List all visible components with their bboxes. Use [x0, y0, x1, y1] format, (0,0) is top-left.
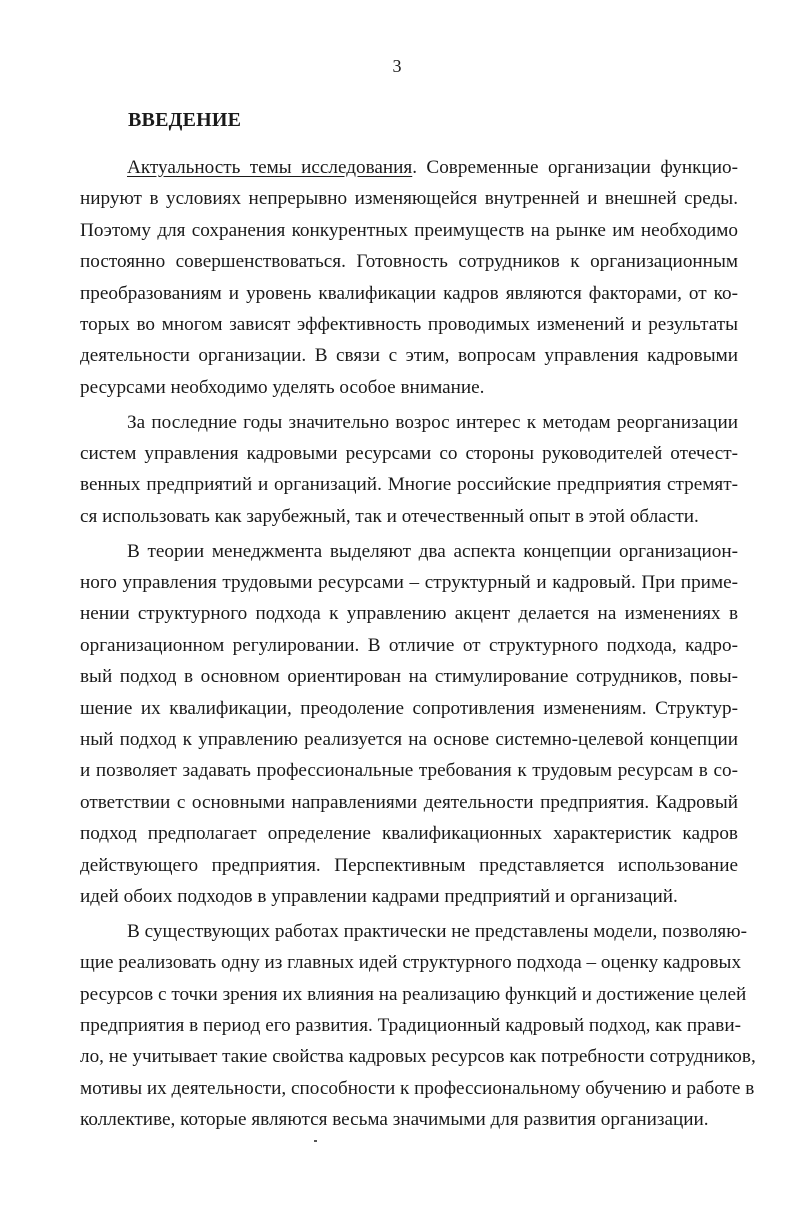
paragraph-line: ный подход к управлению реализуется на основе системно-целевой концепции: [80, 729, 738, 751]
paragraph-line: ного управления трудовыми ресурсами – структурный и кадровый. При приме-: [80, 572, 738, 594]
paragraph-line: ресурсов с точки зрения их влияния на реализацию функций и достижение целей: [80, 983, 747, 1005]
relevance-lead: Актуальность темы исследования: [127, 157, 413, 178]
paragraph-line: ся использовать как зарубежный, так и отечественный опыт в этой области.: [80, 505, 699, 527]
section-heading: ВВЕДЕНИЕ: [128, 109, 242, 131]
paragraph-theory: [80, 536, 738, 913]
paragraph-line: шение их квалификации, преодоление сопротивления изменениям. Структур-: [80, 697, 738, 719]
paragraph-line: ло, не учитывает такие свойства кадровых ресурсов как потребности сотрудников,: [80, 1046, 756, 1068]
paragraph-line: вый подход в основном ориентирован на стимулирование сотрудников, повы-: [80, 666, 738, 688]
paragraph-line: ресурсами необходимо уделять особое внимание.: [80, 376, 485, 398]
paragraph-line: постоянно совершенствоваться. Готовность сотрудников к организационным: [80, 251, 738, 273]
paragraph-line: щие реализовать одну из главных идей структурного подхода – оценку кадровых: [80, 952, 742, 974]
paragraph-line: организационном регулировании. В отличие от структурного подхода, кадро-: [80, 634, 738, 656]
paragraph-line: ответствии с основными направлениями деятельности предприятия. Кадровый: [80, 791, 738, 813]
scan-speck: [314, 1140, 317, 1142]
paragraph-line: [80, 152, 738, 183]
paragraph-interest: [80, 407, 738, 533]
paragraph-line: торых во многом зависят эффективность проводимых изменений и результаты: [80, 313, 738, 335]
paragraph-line: За последние годы значительно возрос интерес к методам реорганизации: [127, 411, 738, 433]
paragraph-line: коллективе, которые являются весьма значимыми для развития организации.: [80, 1109, 709, 1131]
paragraph-line: действующего предприятия. Перспективным представляется использование: [80, 854, 738, 876]
paragraph-line: мотивы их деятельности, способности к профессиональному обучению и работе в: [80, 1077, 755, 1099]
paragraph-line: нируют в условиях непрерывно изменяющейся внутренней и внешней среды.: [80, 188, 738, 210]
paragraph-models: [80, 916, 756, 1136]
paragraph-line: систем управления кадровыми ресурсами со стороны руководителей отечест-: [80, 443, 738, 465]
paragraph-line: подход предполагает определение квалификационных характеристик кадров: [80, 823, 738, 845]
paragraph-line: деятельности организации. В связи с этим, вопросам управления кадровыми: [80, 345, 738, 367]
paragraph-line: преобразованиям и уровень квалификации кадров являются факторами, от ко-: [80, 282, 738, 304]
paragraph-line: Поэтому для сохранения конкурентных преимуществ на рынке им необходимо: [80, 219, 738, 241]
paragraph-line: венных предприятий и организаций. Многие российские предприятия стремят-: [80, 474, 738, 496]
relevance-lead-rest: . Современные организации функцио-: [412, 157, 738, 178]
page-number: 3: [392, 56, 402, 76]
paragraph-line: нении структурного подхода к управлению акцент делается на изменениях в: [80, 603, 738, 625]
paragraph-line: предприятия в период его развития. Традиционный кадровый подход, как прави-: [80, 1015, 741, 1037]
paragraph-line: В теории менеджмента выделяют два аспекта концепции организацион-: [127, 540, 738, 562]
paragraph-line: и позволяет задавать профессиональные требования к трудовым ресурсам в со-: [80, 760, 738, 782]
paragraph-relevance: [80, 152, 738, 403]
paragraph-line: В существующих работах практически не представлены модели, позволяю-: [127, 920, 747, 942]
paragraph-line: идей обоих подходов в управлении кадрами предприятий и организаций.: [80, 885, 678, 907]
body-text: [80, 152, 756, 1136]
